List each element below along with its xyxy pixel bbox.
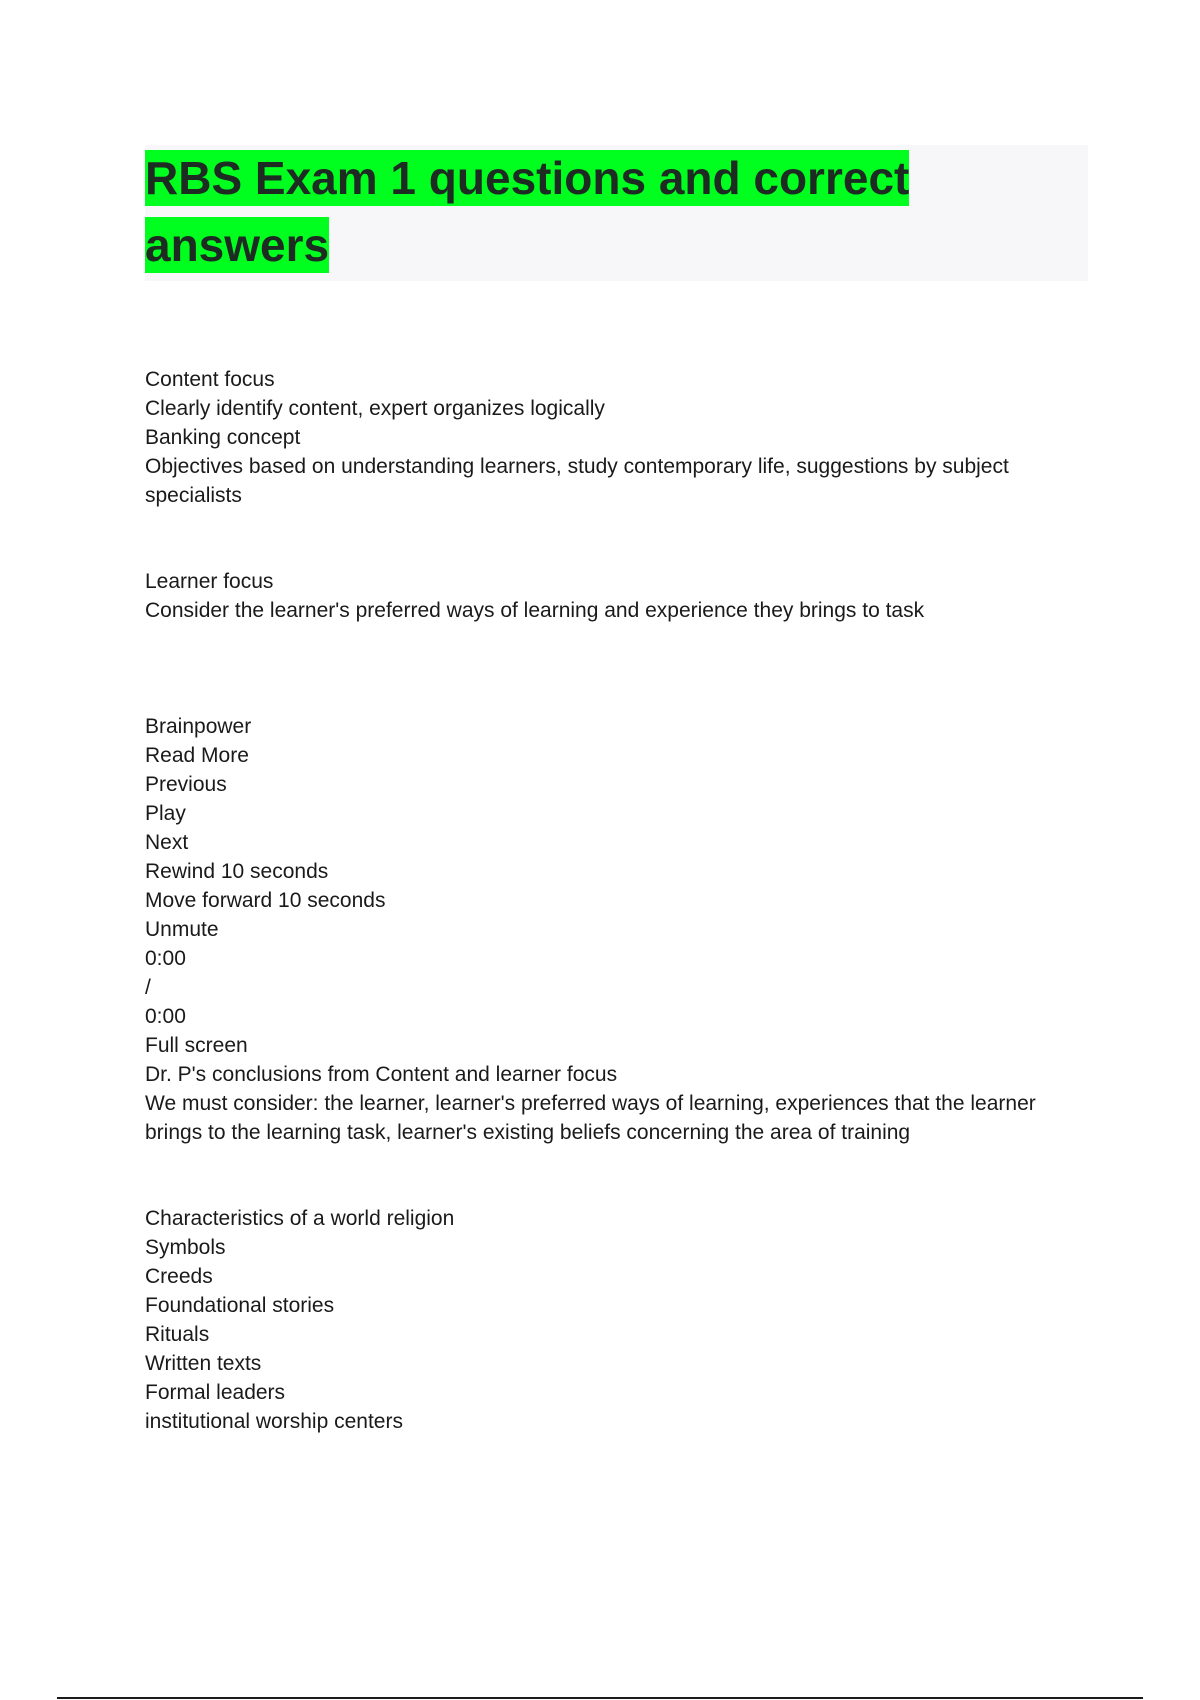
definition-line: We must consider: the learner, learner's preferred ways of learning, experiences that the learner brings to the learning task, learner's existing beliefs concerning the area of training xyxy=(145,1092,1036,1144)
play-text: Play xyxy=(145,802,186,825)
title-highlight: RBS Exam 1 questions and correct answers xyxy=(145,152,910,271)
term-line: Content focus xyxy=(145,368,275,391)
definition-line: Consider the learner's preferred ways of learning and experience they brings to task xyxy=(145,599,925,622)
document-title xyxy=(145,145,1088,279)
previous-text: Previous xyxy=(145,773,227,796)
full-screen-text: Full screen xyxy=(145,1034,248,1057)
list-item: Symbols xyxy=(145,1236,226,1259)
term-line: Characteristics of a world religion xyxy=(145,1207,455,1230)
term-line: Learner focus xyxy=(145,570,274,593)
list-item: Rituals xyxy=(145,1323,210,1346)
footer-divider xyxy=(57,1697,1143,1699)
text-line: Brainpower xyxy=(145,715,252,738)
forward-text: Move forward 10 seconds xyxy=(145,889,386,912)
unmute-text: Unmute xyxy=(145,918,219,941)
list-item: institutional worship centers xyxy=(145,1410,403,1433)
duration-text: 0:00 xyxy=(145,1005,186,1028)
section-learner-focus xyxy=(145,567,1090,625)
read-more-text: Read More xyxy=(145,744,249,767)
time-separator-text: / xyxy=(145,976,151,999)
list-item: Creeds xyxy=(145,1265,213,1288)
section-world-religion xyxy=(145,1204,1090,1436)
list-item: Written texts xyxy=(145,1352,262,1375)
current-time-text: 0:00 xyxy=(145,947,186,970)
definition-line: Clearly identify content, expert organizes logically xyxy=(145,397,605,420)
list-item: Formal leaders xyxy=(145,1381,286,1404)
list-item: Foundational stories xyxy=(145,1294,335,1317)
definition-line: Objectives based on understanding learners, study contemporary life, suggestions by subject specialists xyxy=(145,455,1009,507)
document-body xyxy=(145,365,1090,1436)
term-line: Banking concept xyxy=(145,426,301,449)
next-text: Next xyxy=(145,831,189,854)
section-content-focus xyxy=(145,365,1090,510)
title-block xyxy=(145,145,1088,281)
rewind-text: Rewind 10 seconds xyxy=(145,860,329,883)
term-line: Dr. P's conclusions from Content and learner focus xyxy=(145,1063,618,1086)
section-brainpower xyxy=(145,712,1090,1147)
